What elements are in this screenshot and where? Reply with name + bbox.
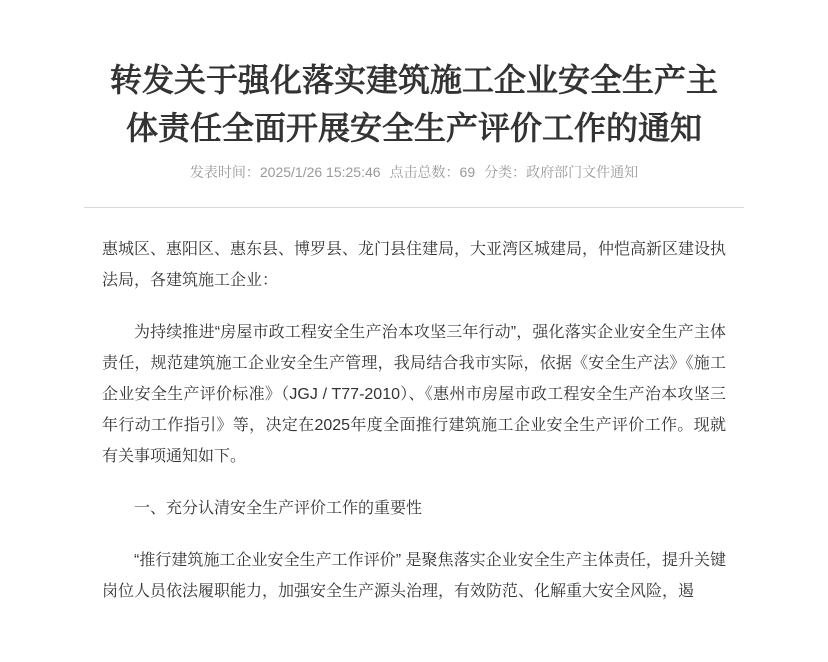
publish-time-value: 2025/1/26 15:25:46 xyxy=(259,164,381,180)
click-count-label: 点击总数： xyxy=(389,164,460,180)
page-title xyxy=(102,56,726,152)
category-label: 分类： xyxy=(484,164,527,180)
notice-article xyxy=(84,56,744,607)
section-1-heading: 一、充分认清安全生产评价工作的重要性 xyxy=(134,500,423,517)
category-value: 政府部门文件通知 xyxy=(526,164,639,180)
page-title-line-2: 体责任全面开展安全生产评价工作的通知 xyxy=(125,110,702,146)
section-1-paragraph: “推行建筑施工企业安全生产工作评价” 是聚焦落实企业安全生产主体责任，提升关键岗位人员依法履职能力，加强安全生产源头治理，有效防范、化解重大安全风险，遏 xyxy=(102,552,726,600)
page xyxy=(0,56,828,662)
page-title-line-1: 转发关于强化落实建筑施工企业安全生产主 xyxy=(109,62,718,98)
article-body xyxy=(102,234,726,607)
article-meta xyxy=(84,162,744,182)
salutation-paragraph: 惠城区、惠阳区、惠东县、博罗县、龙门县住建局，大亚湾区城建局，仲恺高新区建设执法局，各建筑施工企业： xyxy=(102,241,727,289)
click-count-value: 69 xyxy=(459,164,476,180)
publish-time-label: 发表时间： xyxy=(189,164,260,180)
article-header xyxy=(84,56,744,208)
intro-paragraph: 为持续推进“房屋市政工程安全生产治本攻坚三年行动”，强化落实企业安全生产主体责任，规范建筑施工企业安全生产管理，我局结合我市实际，依据《安全生产法》《施工企业安全生产评价标准》（JGJ / T77-2010）、《惠州市房屋市政工程安全生产治本攻坚三年行动工作指引》等，决定在2025年度全面推行建筑施工企业安全生产评价工作。现就有关事项通知如下。 xyxy=(102,324,726,465)
